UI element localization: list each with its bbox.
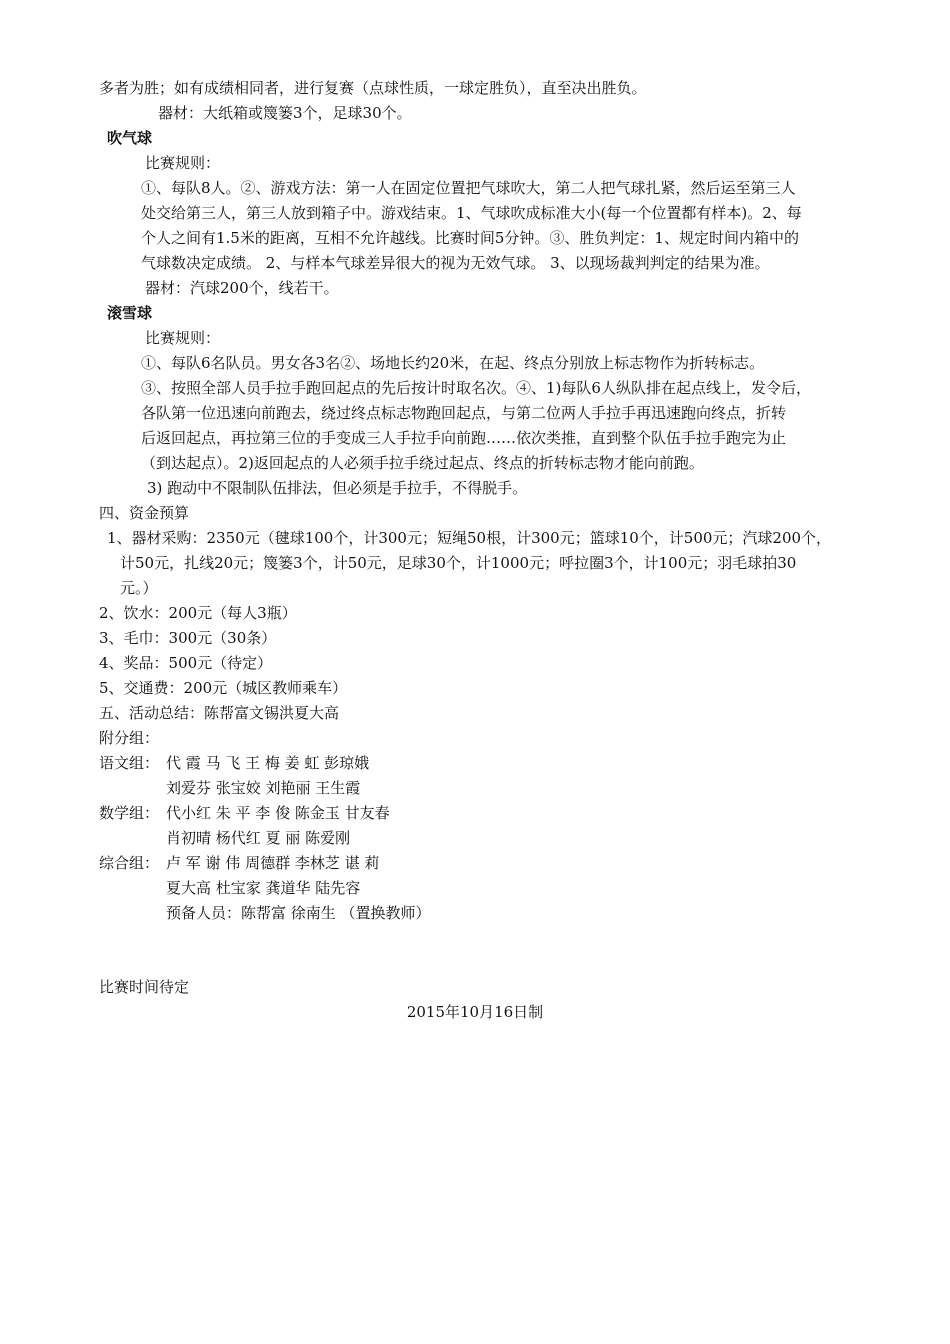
snowball-rule-line: 后返回起点，再拉第三位的手变成三人手拉手向前跑……依次类推，直到整个队伍手拉手跑完为止 — [141, 429, 787, 447]
group-members: 夏大高 杜宝家 龚道华 陆先容 — [166, 879, 361, 897]
document-date: 2015年10月16日制 — [406, 1003, 544, 1021]
budget-item-line: 计50元，扎线20元；篾篓3个，计50元，足球30个，计1000元；呼拉圈3个，计100元；羽毛球拍30 — [120, 554, 797, 572]
snowball-rule-line: （到达起点）。2)返回起点的人必须手拉手绕过起点、终点的折转标志物才能向前跑。 — [141, 454, 704, 472]
budget-item-line: 1、器材采购：2350元（毽球100个，计300元；短绳50根，计300元；篮球10个，计500元；汽球200个， — [107, 529, 832, 547]
budget-heading: 四、资金预算 — [99, 504, 190, 522]
balloon-rule-line: 气球数决定成绩。 2、与样本气球差异很大的视为无效气球。 3、以现场裁判判定的结果为准。 — [141, 254, 770, 272]
snowball-rule-line: 3) 跑动中不限制队伍排法，但必须是手拉手，不得脱手。 — [147, 479, 528, 497]
time-note: 比赛时间待定 — [99, 978, 190, 996]
groups-heading: 附分组： — [99, 729, 160, 747]
group-label-math: 数学组： — [99, 804, 160, 822]
snowball-rules-label: 比赛规则： — [145, 329, 221, 347]
group-label-general: 综合组： — [99, 854, 160, 872]
balloon-rules-label: 比赛规则： — [145, 154, 221, 172]
snowball-rule-line: 各队第一位迅速向前跑去，绕过终点标志物跑回起点，与第二位两人手拉手再迅速跑向终点，折转 — [141, 404, 787, 422]
intro-line: 多者为胜；如有成绩相同者，进行复赛（点球性质，一球定胜负），直至决出胜负。 — [99, 79, 647, 97]
budget-item: 5、交通费：200元（城区教师乘车） — [99, 679, 348, 697]
budget-item: 2、饮水：200元（每人3瓶） — [99, 604, 297, 622]
group-members: 代 霞 马 飞 王 梅 姜 虹 彭琼娥 — [166, 754, 370, 772]
group-members: 刘爱芬 张宝姣 刘艳丽 王生霞 — [166, 779, 361, 797]
snowball-rule-line: ①、每队6名队员。男女各3名②、场地长约20米，在起、终点分别放上标志物作为折转标志。 — [141, 354, 765, 372]
snowball-heading: 滚雪球 — [107, 304, 153, 322]
group-members: 卢 军 谢 伟 周德群 李林芝 谌 莉 — [166, 854, 380, 872]
budget-item: 3、毛巾：300元（30条） — [99, 629, 277, 647]
balloon-rule-line: 处交给第三人，第三人放到箱子中。游戏结束。1、气球吹成标准大小(每一个位置都有样本)。2、每 — [141, 204, 802, 222]
intro-equipment: 器材：大纸箱或篾篓3个，足球30个。 — [158, 104, 412, 122]
budget-item-line: 元。） — [120, 579, 158, 597]
snowball-rule-line: ③、按照全部人员手拉手跑回起点的先后按计时取名次。④、1)每队6人纵队排在起点线上，发令后， — [141, 379, 811, 397]
summary-line: 五、活动总结：陈帮富文锡洪夏大高 — [99, 704, 340, 722]
balloon-equipment: 器材：汽球200个，线若干。 — [145, 279, 339, 297]
balloon-heading: 吹气球 — [107, 129, 153, 147]
balloon-rule-line: 个人之间有1.5米的距离，互相不允许越线。比赛时间5分钟。③、胜负判定：1、规定时间内箱中的 — [141, 229, 799, 247]
reserve-members: 预备人员：陈帮富 徐南生 （置换教师） — [166, 904, 431, 922]
group-members: 肖初晴 杨代红 夏 丽 陈爱刚 — [166, 829, 351, 847]
group-members: 代小红 朱 平 李 俊 陈金玉 甘友春 — [166, 804, 390, 822]
balloon-rule-line: ①、每队8人。②、游戏方法：第一人在固定位置把气球吹大，第二人把气球扎紧，然后运至第三人 — [141, 179, 796, 197]
group-label-chinese: 语文组： — [99, 754, 160, 772]
budget-item: 4、奖品：500元（待定） — [99, 654, 273, 672]
